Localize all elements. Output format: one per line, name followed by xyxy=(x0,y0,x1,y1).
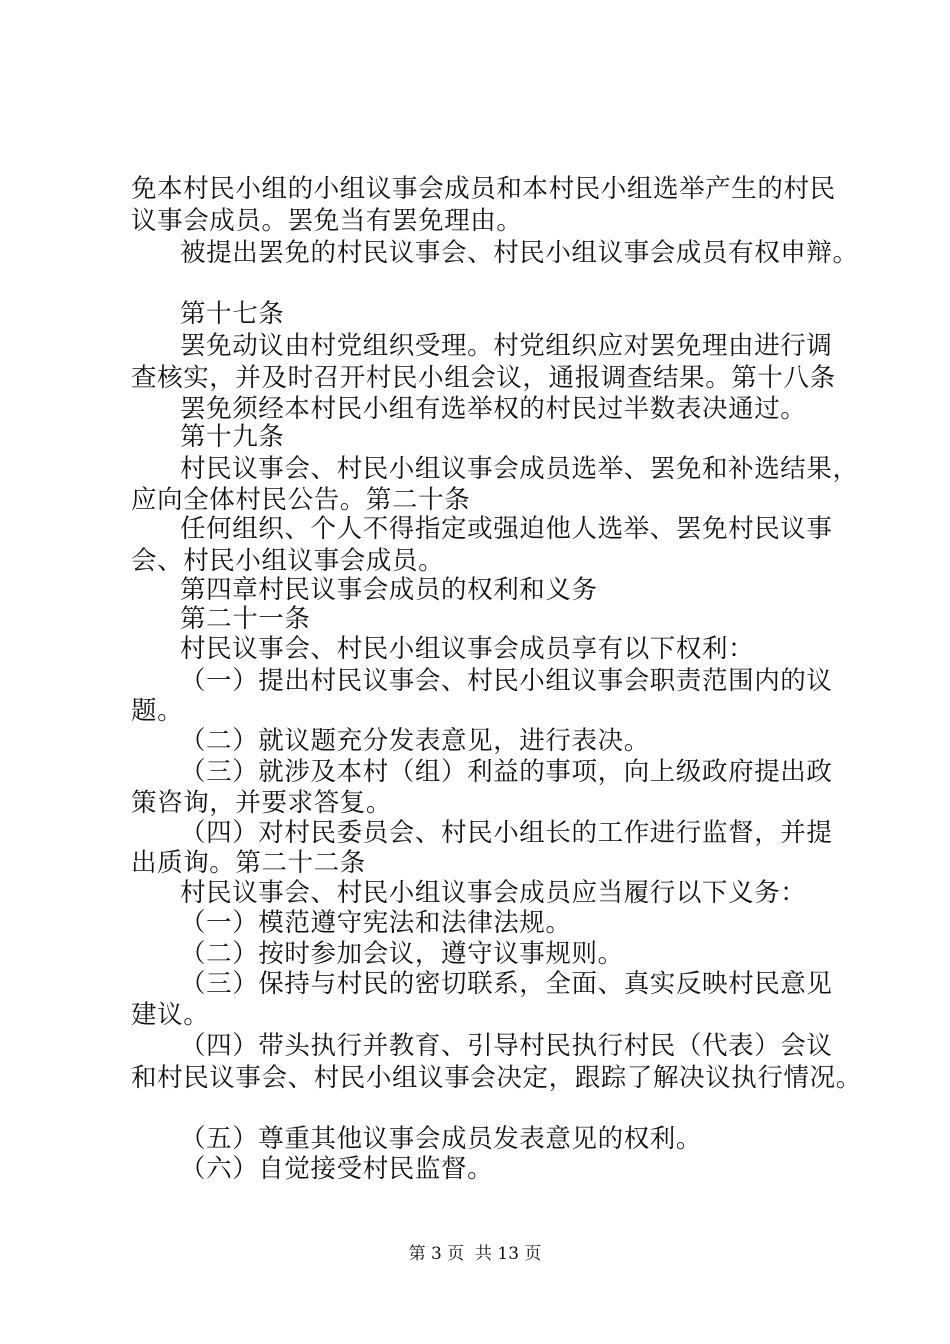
text-line: 议事会成员。罢免当有罢免理由。 xyxy=(131,206,523,236)
text-line: 任何组织、个人不得指定或强迫他人选举、罢免村民议事 xyxy=(180,514,833,544)
text-line: （二）就议题充分发表意见，进行表决。 xyxy=(180,726,650,756)
text-line: （二）按时参加会议，遵守议事规则。 xyxy=(180,939,624,969)
text-line: 第四章村民议事会成员的权利和义务 xyxy=(180,575,598,605)
text-line: 建议。 xyxy=(131,1000,210,1030)
text-line: 村民议事会、村民小组议事会成员选举、罢免和补选结果， xyxy=(180,454,859,484)
text-line: 策咨询，并要求答复。 xyxy=(131,788,393,818)
text-line: 第二十一条 xyxy=(180,604,311,634)
text-line: 出质询。第二十二条 xyxy=(131,848,366,878)
text-line: 和村民议事会、村民小组议事会决定，跟踪了解决议执行情况。 xyxy=(131,1063,862,1093)
text-line: （一）模范遵守宪法和法律法规。 xyxy=(180,908,572,938)
text-line: 会、村民小组议事会成员。 xyxy=(131,546,445,576)
text-line: 第十九条 xyxy=(180,422,285,452)
text-line: 村民议事会、村民小组议事会成员应当履行以下义务： xyxy=(180,878,807,908)
text-line: 第十七条 xyxy=(180,299,285,329)
text-line: （六）自觉接受村民监督。 xyxy=(180,1154,494,1184)
text-line: 罢免动议由村党组织受理。村党组织应对罢免理由进行调 xyxy=(180,331,833,361)
text-line: （三）保持与村民的密切联系，全面、真实反映村民意见 xyxy=(180,969,833,999)
text-line: （五）尊重其他议事会成员发表意见的权利。 xyxy=(180,1124,703,1154)
text-line: （三）就涉及本村（组）利益的事项，向上级政府提出政 xyxy=(180,757,833,787)
text-line: 村民议事会、村民小组议事会成员享有以下权利： xyxy=(180,634,755,664)
text-line: 题。 xyxy=(131,696,184,726)
text-line: 免本村民小组的小组议事会成员和本村民小组选举产生的村民 xyxy=(131,174,836,204)
page-footer: 第 3 页 共 13 页 xyxy=(408,1244,542,1264)
text-line: 被提出罢免的村民议事会、村民小组议事会成员有权申辩。 xyxy=(180,238,859,268)
text-line: （四）对村民委员会、村民小组长的工作进行监督，并提 xyxy=(180,818,833,848)
text-line: （一）提出村民议事会、村民小组议事会职责范围内的议 xyxy=(180,666,833,696)
text-line: （四）带头执行并教育、引导村民执行村民（代表）会议 xyxy=(180,1031,833,1061)
text-line: 查核实，并及时召开村民小组会议，通报调查结果。第十八条 xyxy=(131,363,836,393)
text-line: 罢免须经本村民小组有选举权的村民过半数表决通过。 xyxy=(180,394,807,424)
text-line: 应向全体村民公告。第二十条 xyxy=(131,485,471,515)
